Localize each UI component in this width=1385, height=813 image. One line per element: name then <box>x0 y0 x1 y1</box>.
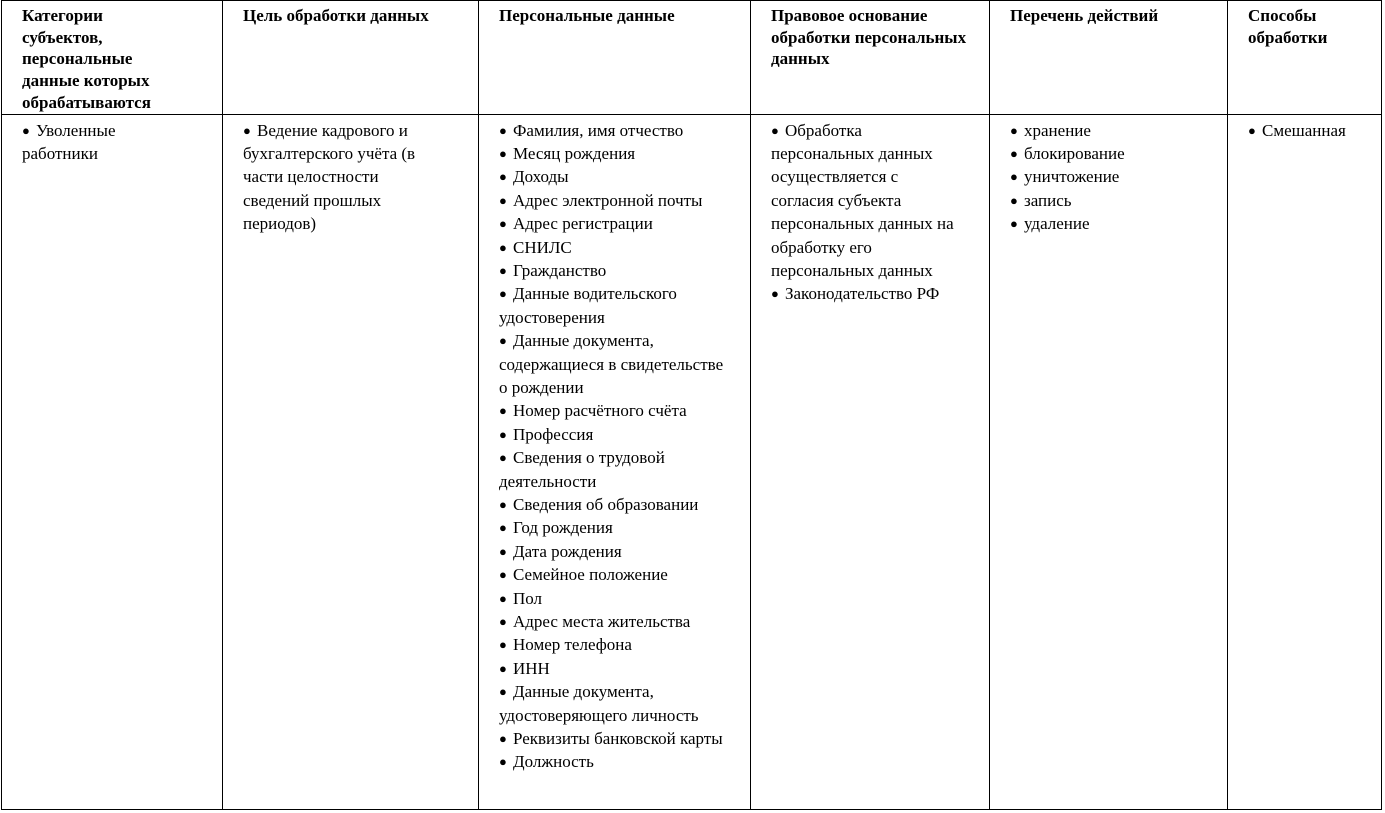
bullet-icon: ● <box>499 169 507 185</box>
list-item-text: СНИЛС <box>513 237 572 257</box>
bullet-icon: ● <box>499 286 507 302</box>
list-item-text: Сведения о трудовой деятельности <box>499 448 665 491</box>
list-item-text: Номер расчётного счёта <box>513 401 687 421</box>
list-item-text: Адрес регистрации <box>513 214 653 234</box>
list-item-text: ИНН <box>513 658 550 678</box>
purposes-list <box>223 119 456 236</box>
header-legal-basis-label: Правовое основание обработки персональных данных <box>771 6 967 69</box>
header-personal-data <box>479 1 751 115</box>
bullet-icon: ● <box>1248 122 1256 138</box>
bullet-icon: ● <box>499 239 507 255</box>
list-item-text: Реквизиты банковской карты <box>513 729 723 749</box>
cell-personal-data <box>479 114 751 809</box>
cell-methods <box>1228 114 1382 809</box>
list-item <box>499 563 731 586</box>
list-item <box>1010 119 1219 142</box>
personal-data-table <box>1 0 1382 810</box>
bullet-icon: ● <box>499 333 507 349</box>
methods-list <box>1228 119 1381 142</box>
cell-legal-basis <box>751 114 990 809</box>
list-item-text: Данные документа, удостоверяющего личность <box>499 682 699 725</box>
bullet-icon: ● <box>499 262 507 278</box>
personal-data-list <box>479 119 739 774</box>
bullet-icon: ● <box>499 403 507 419</box>
list-item-text: Законодательство РФ <box>785 284 940 304</box>
bullet-icon: ● <box>499 567 507 583</box>
header-actions-label: Перечень действий <box>1010 6 1159 25</box>
bullet-icon: ● <box>1010 169 1018 185</box>
list-item-text: Номер телефона <box>513 635 632 655</box>
bullet-icon: ● <box>499 731 507 747</box>
list-item-text: Должность <box>513 752 594 772</box>
header-legal-basis <box>751 1 990 115</box>
list-item <box>499 610 731 633</box>
list-item <box>499 657 731 680</box>
list-item <box>771 282 963 305</box>
list-item <box>499 119 731 142</box>
list-item-text: Год рождения <box>513 518 613 538</box>
bullet-icon: ● <box>499 590 507 606</box>
list-item-text: Данные документа, содержащиеся в свидетельстве о рождении <box>499 331 724 397</box>
list-item-text: Данные водительского удостоверения <box>499 284 677 327</box>
cell-purposes <box>223 114 479 809</box>
bullet-icon: ● <box>1010 192 1018 208</box>
list-item <box>499 516 731 539</box>
header-purpose-label: Цель обработки данных <box>243 6 429 25</box>
list-item-text: уничтожение <box>1024 167 1120 187</box>
table-header-row <box>2 1 1382 115</box>
bullet-icon: ● <box>499 660 507 676</box>
list-item <box>499 259 731 282</box>
header-personal-data-label: Персональные данные <box>499 6 675 25</box>
categories-list <box>2 119 180 166</box>
bullet-icon: ● <box>499 216 507 232</box>
bullet-icon: ● <box>499 637 507 653</box>
list-item-text: Обработка персональных данных осуществляется с согласия субъекта персональных данных на обработку его персональных данных <box>771 120 954 280</box>
legal-basis-list <box>751 119 971 306</box>
bullet-icon: ● <box>499 614 507 630</box>
header-actions <box>990 1 1228 115</box>
list-item-text: Фамилия, имя отчество <box>513 120 684 140</box>
bullet-icon: ● <box>243 122 251 138</box>
list-item <box>499 727 731 750</box>
list-item <box>499 212 731 235</box>
list-item-text: хранение <box>1024 120 1091 140</box>
list-item <box>499 540 731 563</box>
actions-list <box>990 119 1227 236</box>
list-item-text: Семейное положение <box>513 565 668 585</box>
list-item <box>499 329 731 399</box>
list-item-text: Профессия <box>513 424 594 444</box>
list-item <box>499 446 731 493</box>
list-item-text: Смешанная <box>1262 120 1346 140</box>
list-item <box>499 236 731 259</box>
list-item <box>22 119 172 166</box>
list-item <box>499 493 731 516</box>
list-item-text: Гражданство <box>513 260 607 280</box>
list-item-text: Дата рождения <box>513 541 622 561</box>
list-item-text: блокирование <box>1024 143 1125 163</box>
bullet-icon: ● <box>499 497 507 513</box>
header-methods-label: Способы обработки <box>1248 6 1328 47</box>
list-item <box>1010 212 1219 235</box>
bullet-icon: ● <box>499 684 507 700</box>
bullet-icon: ● <box>499 192 507 208</box>
bullet-icon: ● <box>771 286 779 302</box>
bullet-icon: ● <box>22 122 30 138</box>
list-item <box>499 633 731 656</box>
cell-categories <box>2 114 223 809</box>
list-item <box>243 119 448 236</box>
list-item <box>499 680 731 727</box>
bullet-icon: ● <box>1010 145 1018 161</box>
list-item-text: Адрес электронной почты <box>513 190 703 210</box>
list-item-text: Доходы <box>513 167 569 187</box>
list-item <box>499 282 731 329</box>
bullet-icon: ● <box>771 122 779 138</box>
list-item <box>499 142 731 165</box>
list-item-text: Сведения об образовании <box>513 495 699 515</box>
list-item <box>499 165 731 188</box>
header-purpose <box>223 1 479 115</box>
bullet-icon: ● <box>499 543 507 559</box>
list-item <box>499 189 731 212</box>
bullet-icon: ● <box>499 122 507 138</box>
list-item-text: Ведение кадрового и бухгалтерского учёта (в части целостности сведений прошлых периодов) <box>243 120 416 234</box>
list-item-text: Пол <box>513 588 543 608</box>
list-item <box>1248 119 1373 142</box>
bullet-icon: ● <box>499 145 507 161</box>
list-item-text: Месяц рождения <box>513 143 636 163</box>
list-item <box>499 587 731 610</box>
list-item <box>771 119 963 283</box>
list-item <box>499 399 731 422</box>
header-categories <box>2 1 223 115</box>
list-item <box>499 750 731 773</box>
bullet-icon: ● <box>1010 122 1018 138</box>
bullet-icon: ● <box>499 426 507 442</box>
bullet-icon: ● <box>499 754 507 770</box>
header-methods <box>1228 1 1382 115</box>
list-item <box>1010 165 1219 188</box>
list-item-text: Адрес места жительства <box>513 612 691 632</box>
list-item <box>1010 142 1219 165</box>
list-item-text: Уволенные работники <box>22 120 116 163</box>
bullet-icon: ● <box>499 450 507 466</box>
list-item <box>499 423 731 446</box>
table-row <box>2 114 1382 809</box>
list-item-text: запись <box>1024 190 1072 210</box>
list-item-text: удаление <box>1024 214 1090 234</box>
list-item <box>1010 189 1219 212</box>
bullet-icon: ● <box>499 520 507 536</box>
bullet-icon: ● <box>1010 216 1018 232</box>
cell-actions <box>990 114 1228 809</box>
header-categories-label: Категории субъектов, персональные данные которых обрабатываются <box>22 6 151 112</box>
